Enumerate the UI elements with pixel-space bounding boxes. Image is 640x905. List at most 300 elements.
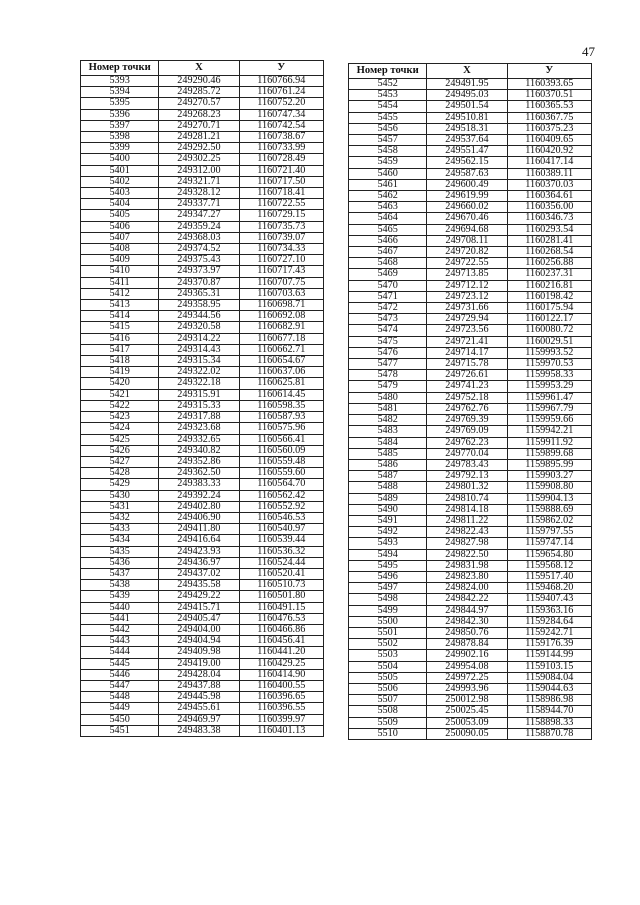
table-row: [349, 347, 592, 358]
x-coordinate-cell: 249510.81: [427, 112, 507, 123]
table-row: [349, 426, 592, 437]
y-coordinate-cell: 1159568.12: [507, 560, 591, 571]
table-row: [81, 333, 324, 344]
header-y: У: [239, 61, 323, 76]
x-coordinate-cell: 249741.23: [427, 381, 507, 392]
x-coordinate-cell: 249518.31: [427, 123, 507, 134]
x-coordinate-cell: 249801.32: [427, 482, 507, 493]
point-number-cell: 5424: [81, 423, 159, 434]
table-header-row: [349, 64, 592, 79]
y-coordinate-cell: 1160396.55: [239, 703, 323, 714]
y-coordinate-cell: 1160237.31: [507, 269, 591, 280]
x-coordinate-cell: 249416.64: [159, 535, 239, 546]
table-row: [349, 482, 592, 493]
y-coordinate-cell: 1159953.29: [507, 381, 591, 392]
point-number-cell: 5416: [81, 333, 159, 344]
x-coordinate-cell: 249811.22: [427, 515, 507, 526]
point-number-cell: 5413: [81, 300, 159, 311]
x-coordinate-cell: 249370.87: [159, 277, 239, 288]
y-coordinate-cell: 1160501.80: [239, 591, 323, 602]
table-row: [81, 255, 324, 266]
point-number-cell: 5479: [349, 381, 427, 392]
table-row: [81, 703, 324, 714]
table-row: [81, 288, 324, 299]
y-coordinate-cell: 1160562.42: [239, 490, 323, 501]
table-row: [349, 650, 592, 661]
x-coordinate-cell: 249315.34: [159, 356, 239, 367]
x-coordinate-cell: 249483.38: [159, 725, 239, 736]
y-coordinate-cell: 1160029.51: [507, 336, 591, 347]
y-coordinate-cell: 1160738.67: [239, 132, 323, 143]
y-coordinate-cell: 1159284.64: [507, 616, 591, 627]
table-row: [81, 232, 324, 243]
point-number-cell: 5393: [81, 76, 159, 87]
table-row: [81, 176, 324, 187]
table-row: [349, 683, 592, 694]
y-coordinate-cell: 1160365.53: [507, 101, 591, 112]
y-coordinate-cell: 1159899.68: [507, 448, 591, 459]
table-row: [349, 527, 592, 538]
y-coordinate-cell: 1159797.55: [507, 527, 591, 538]
table-row: [81, 468, 324, 479]
point-number-cell: 5396: [81, 109, 159, 120]
y-coordinate-cell: 1160677.18: [239, 333, 323, 344]
point-number-cell: 5503: [349, 650, 427, 661]
y-coordinate-cell: 1160520.41: [239, 568, 323, 579]
y-coordinate-cell: 1160414.90: [239, 669, 323, 680]
x-coordinate-cell: 249347.27: [159, 210, 239, 221]
y-coordinate-cell: 1158986.98: [507, 695, 591, 706]
y-coordinate-cell: 1160752.20: [239, 98, 323, 109]
x-coordinate-cell: 249281.21: [159, 132, 239, 143]
point-number-cell: 5475: [349, 336, 427, 347]
y-coordinate-cell: 1159363.16: [507, 605, 591, 616]
point-number-cell: 5477: [349, 359, 427, 370]
point-number-cell: 5425: [81, 434, 159, 445]
point-number-cell: 5461: [349, 179, 427, 190]
table-row: [81, 725, 324, 736]
x-coordinate-cell: 249713.85: [427, 269, 507, 280]
point-number-cell: 5457: [349, 135, 427, 146]
point-number-cell: 5510: [349, 728, 427, 739]
y-coordinate-cell: 1160761.24: [239, 87, 323, 98]
y-coordinate-cell: 1159961.47: [507, 392, 591, 403]
table-row: [349, 571, 592, 582]
x-coordinate-cell: 249337.71: [159, 199, 239, 210]
table-body-left: [81, 76, 324, 737]
y-coordinate-cell: 1160721.40: [239, 165, 323, 176]
table-row: [81, 98, 324, 109]
table-row: [349, 123, 592, 134]
point-number-cell: 5453: [349, 90, 427, 101]
x-coordinate-cell: 249320.58: [159, 322, 239, 333]
x-coordinate-cell: 249844.97: [427, 605, 507, 616]
x-coordinate-cell: 249445.98: [159, 692, 239, 703]
y-coordinate-cell: 1159911.92: [507, 437, 591, 448]
x-coordinate-cell: 249368.03: [159, 232, 239, 243]
y-coordinate-cell: 1160625.81: [239, 378, 323, 389]
point-number-cell: 5415: [81, 322, 159, 333]
table-row: [81, 423, 324, 434]
table-row: [349, 493, 592, 504]
x-coordinate-cell: 249406.90: [159, 512, 239, 523]
y-coordinate-cell: 1160540.97: [239, 524, 323, 535]
point-number-cell: 5427: [81, 456, 159, 467]
x-coordinate-cell: 249374.52: [159, 244, 239, 255]
point-number-cell: 5436: [81, 557, 159, 568]
x-coordinate-cell: 249392.24: [159, 490, 239, 501]
point-number-cell: 5409: [81, 255, 159, 266]
table-row: [349, 695, 592, 706]
table-row: [81, 300, 324, 311]
y-coordinate-cell: 1160707.75: [239, 277, 323, 288]
y-coordinate-cell: 1159084.04: [507, 672, 591, 683]
table-row: [81, 602, 324, 613]
x-coordinate-cell: 249770.04: [427, 448, 507, 459]
x-coordinate-cell: 249352.86: [159, 456, 239, 467]
table-row: [349, 560, 592, 571]
y-coordinate-cell: 1159993.52: [507, 347, 591, 358]
point-number-cell: 5422: [81, 400, 159, 411]
x-coordinate-cell: 249720.82: [427, 247, 507, 258]
table-row: [81, 524, 324, 535]
x-coordinate-cell: 249752.18: [427, 392, 507, 403]
table-row: [81, 344, 324, 355]
y-coordinate-cell: 1159407.43: [507, 594, 591, 605]
x-coordinate-cell: 249731.66: [427, 303, 507, 314]
point-number-cell: 5476: [349, 347, 427, 358]
y-coordinate-cell: 1159895.99: [507, 459, 591, 470]
point-number-cell: 5505: [349, 672, 427, 683]
table-row: [81, 613, 324, 624]
table-row: [349, 459, 592, 470]
y-coordinate-cell: 1160564.70: [239, 479, 323, 490]
table-row: [81, 546, 324, 557]
point-number-cell: 5397: [81, 120, 159, 131]
table-row: [81, 680, 324, 691]
point-number-cell: 5504: [349, 661, 427, 672]
point-number-cell: 5489: [349, 493, 427, 504]
table-row: [81, 400, 324, 411]
table-row: [349, 627, 592, 638]
x-coordinate-cell: 249537.64: [427, 135, 507, 146]
y-coordinate-cell: 1160682.91: [239, 322, 323, 333]
point-number-cell: 5500: [349, 616, 427, 627]
table-row: [349, 191, 592, 202]
table-row: [349, 146, 592, 157]
y-coordinate-cell: 1160717.50: [239, 176, 323, 187]
x-coordinate-cell: 249814.18: [427, 504, 507, 515]
x-coordinate-cell: 249362.50: [159, 468, 239, 479]
table-row: [81, 120, 324, 131]
point-number-cell: 5454: [349, 101, 427, 112]
x-coordinate-cell: 249270.71: [159, 120, 239, 131]
y-coordinate-cell: 1159176.39: [507, 639, 591, 650]
x-coordinate-cell: 249270.57: [159, 98, 239, 109]
point-number-cell: 5435: [81, 546, 159, 557]
y-coordinate-cell: 1160575.96: [239, 423, 323, 434]
point-number-cell: 5469: [349, 269, 427, 280]
x-coordinate-cell: 249769.09: [427, 426, 507, 437]
table-row: [349, 706, 592, 717]
x-coordinate-cell: 249769.39: [427, 415, 507, 426]
x-coordinate-cell: 249842.22: [427, 594, 507, 605]
x-coordinate-cell: 249469.97: [159, 714, 239, 725]
y-coordinate-cell: 1160654.67: [239, 356, 323, 367]
x-coordinate-cell: 249312.00: [159, 165, 239, 176]
table-row: [81, 109, 324, 120]
point-number-cell: 5432: [81, 512, 159, 523]
point-number-cell: 5478: [349, 370, 427, 381]
y-coordinate-cell: 1158944.70: [507, 706, 591, 717]
x-coordinate-cell: 249824.00: [427, 583, 507, 594]
y-coordinate-cell: 1160356.00: [507, 202, 591, 213]
point-number-cell: 5485: [349, 448, 427, 459]
y-coordinate-cell: 1160364.61: [507, 191, 591, 202]
y-coordinate-cell: 1160370.51: [507, 90, 591, 101]
point-number-cell: 5402: [81, 176, 159, 187]
x-coordinate-cell: 249375.43: [159, 255, 239, 266]
point-number-cell: 5428: [81, 468, 159, 479]
table-row: [81, 445, 324, 456]
table-row: [81, 501, 324, 512]
table-row: [81, 199, 324, 210]
x-coordinate-cell: 249268.23: [159, 109, 239, 120]
point-number-cell: 5465: [349, 224, 427, 235]
table-row: [349, 202, 592, 213]
y-coordinate-cell: 1160466.86: [239, 624, 323, 635]
x-coordinate-cell: 249290.46: [159, 76, 239, 87]
y-coordinate-cell: 1160739.07: [239, 232, 323, 243]
x-coordinate-cell: 249600.49: [427, 179, 507, 190]
y-coordinate-cell: 1159144.99: [507, 650, 591, 661]
y-coordinate-cell: 1160367.75: [507, 112, 591, 123]
point-number-cell: 5412: [81, 288, 159, 299]
table-row: [349, 549, 592, 560]
header-point-number: Номер точки: [349, 64, 427, 79]
x-coordinate-cell: 249831.98: [427, 560, 507, 571]
table-row: [349, 280, 592, 291]
y-coordinate-cell: 1160559.60: [239, 468, 323, 479]
x-coordinate-cell: 249323.68: [159, 423, 239, 434]
point-number-cell: 5407: [81, 232, 159, 243]
x-coordinate-cell: 249723.12: [427, 291, 507, 302]
point-number-cell: 5499: [349, 605, 427, 616]
table-row: [81, 277, 324, 288]
y-coordinate-cell: 1160476.53: [239, 613, 323, 624]
y-coordinate-cell: 1160175.94: [507, 303, 591, 314]
table-row: [349, 504, 592, 515]
point-number-cell: 5460: [349, 168, 427, 179]
x-coordinate-cell: 249455.61: [159, 703, 239, 714]
y-coordinate-cell: 1160742.54: [239, 120, 323, 131]
point-number-cell: 5493: [349, 538, 427, 549]
x-coordinate-cell: 249495.03: [427, 90, 507, 101]
x-coordinate-cell: 249437.02: [159, 568, 239, 579]
y-coordinate-cell: 1160692.08: [239, 311, 323, 322]
point-number-cell: 5488: [349, 482, 427, 493]
x-coordinate-cell: 249322.18: [159, 378, 239, 389]
point-number-cell: 5411: [81, 277, 159, 288]
x-coordinate-cell: 249721.41: [427, 336, 507, 347]
y-coordinate-cell: 1160662.71: [239, 344, 323, 355]
y-coordinate-cell: 1160559.48: [239, 456, 323, 467]
table-row: [349, 247, 592, 258]
y-coordinate-cell: 1160401.13: [239, 725, 323, 736]
y-coordinate-cell: 1160637.06: [239, 367, 323, 378]
y-coordinate-cell: 1159242.71: [507, 627, 591, 638]
point-number-cell: 5466: [349, 235, 427, 246]
point-number-cell: 5491: [349, 515, 427, 526]
y-coordinate-cell: 1160198.42: [507, 291, 591, 302]
point-number-cell: 5426: [81, 445, 159, 456]
y-coordinate-cell: 1160766.94: [239, 76, 323, 87]
point-number-cell: 5417: [81, 344, 159, 355]
table-row: [81, 568, 324, 579]
table-row: [81, 412, 324, 423]
y-coordinate-cell: 1160598.35: [239, 400, 323, 411]
y-coordinate-cell: 1160429.25: [239, 658, 323, 669]
table-row: [81, 490, 324, 501]
x-coordinate-cell: 249587.63: [427, 168, 507, 179]
x-coordinate-cell: 249344.56: [159, 311, 239, 322]
table-row: [349, 112, 592, 123]
point-number-cell: 5443: [81, 636, 159, 647]
point-number-cell: 5408: [81, 244, 159, 255]
y-coordinate-cell: 1160268.54: [507, 247, 591, 258]
x-coordinate-cell: 249501.54: [427, 101, 507, 112]
x-coordinate-cell: 249551.47: [427, 146, 507, 157]
table-row: [81, 580, 324, 591]
x-coordinate-cell: 249314.43: [159, 344, 239, 355]
point-number-cell: 5490: [349, 504, 427, 515]
y-coordinate-cell: 1158870.78: [507, 728, 591, 739]
x-coordinate-cell: 249827.98: [427, 538, 507, 549]
y-coordinate-cell: 1160122.17: [507, 314, 591, 325]
table-row: [81, 378, 324, 389]
x-coordinate-cell: 249435.58: [159, 580, 239, 591]
x-coordinate-cell: 249850.76: [427, 627, 507, 638]
x-coordinate-cell: 249411.80: [159, 524, 239, 535]
header-x: X: [159, 61, 239, 76]
y-coordinate-cell: 1159958.33: [507, 370, 591, 381]
x-coordinate-cell: 249722.55: [427, 258, 507, 269]
x-coordinate-cell: 249340.82: [159, 445, 239, 456]
point-number-cell: 5441: [81, 613, 159, 624]
point-number-cell: 5471: [349, 291, 427, 302]
table-row: [81, 188, 324, 199]
point-number-cell: 5401: [81, 165, 159, 176]
table-row: [349, 605, 592, 616]
point-number-cell: 5484: [349, 437, 427, 448]
table-row: [81, 210, 324, 221]
y-coordinate-cell: 1160396.65: [239, 692, 323, 703]
y-coordinate-cell: 1160080.72: [507, 325, 591, 336]
y-coordinate-cell: 1158898.33: [507, 717, 591, 728]
x-coordinate-cell: 249972.25: [427, 672, 507, 683]
point-number-cell: 5394: [81, 87, 159, 98]
y-coordinate-cell: 1160456.41: [239, 636, 323, 647]
point-number-cell: 5450: [81, 714, 159, 725]
point-number-cell: 5447: [81, 680, 159, 691]
point-number-cell: 5496: [349, 571, 427, 582]
table-row: [349, 235, 592, 246]
point-number-cell: 5414: [81, 311, 159, 322]
table-row: [349, 336, 592, 347]
y-coordinate-cell: 1159903.27: [507, 471, 591, 482]
point-number-cell: 5410: [81, 266, 159, 277]
x-coordinate-cell: 249328.12: [159, 188, 239, 199]
x-coordinate-cell: 249419.00: [159, 658, 239, 669]
point-number-cell: 5502: [349, 639, 427, 650]
y-coordinate-cell: 1160539.44: [239, 535, 323, 546]
table-row: [81, 434, 324, 445]
x-coordinate-cell: 249404.94: [159, 636, 239, 647]
point-number-cell: 5430: [81, 490, 159, 501]
x-coordinate-cell: 250090.05: [427, 728, 507, 739]
y-coordinate-cell: 1160510.73: [239, 580, 323, 591]
y-coordinate-cell: 1160524.44: [239, 557, 323, 568]
point-number-cell: 5495: [349, 560, 427, 571]
x-coordinate-cell: 249409.98: [159, 647, 239, 658]
y-coordinate-cell: 1160698.71: [239, 300, 323, 311]
x-coordinate-cell: 249317.88: [159, 412, 239, 423]
point-number-cell: 5464: [349, 213, 427, 224]
point-number-cell: 5405: [81, 210, 159, 221]
point-number-cell: 5423: [81, 412, 159, 423]
point-number-cell: 5429: [81, 479, 159, 490]
table-row: [349, 538, 592, 549]
point-number-cell: 5456: [349, 123, 427, 134]
x-coordinate-cell: 249404.00: [159, 624, 239, 635]
y-coordinate-cell: 1160718.41: [239, 188, 323, 199]
x-coordinate-cell: 249823.80: [427, 571, 507, 582]
point-number-cell: 5497: [349, 583, 427, 594]
y-coordinate-cell: 1160560.09: [239, 445, 323, 456]
header-y: У: [507, 64, 591, 79]
table-row: [81, 266, 324, 277]
y-coordinate-cell: 1160417.14: [507, 157, 591, 168]
x-coordinate-cell: 250025.45: [427, 706, 507, 717]
x-coordinate-cell: 249619.99: [427, 191, 507, 202]
point-number-cell: 5480: [349, 392, 427, 403]
point-number-cell: 5492: [349, 527, 427, 538]
table-row: [81, 367, 324, 378]
x-coordinate-cell: 249429.22: [159, 591, 239, 602]
x-coordinate-cell: 249383.33: [159, 479, 239, 490]
y-coordinate-cell: 1159959.66: [507, 415, 591, 426]
x-coordinate-cell: 249315.91: [159, 389, 239, 400]
x-coordinate-cell: 249729.94: [427, 314, 507, 325]
point-number-cell: 5438: [81, 580, 159, 591]
y-coordinate-cell: 1159517.40: [507, 571, 591, 582]
table-row: [349, 661, 592, 672]
table-row: [349, 135, 592, 146]
table-row: [349, 258, 592, 269]
y-coordinate-cell: 1160546.53: [239, 512, 323, 523]
point-number-cell: 5419: [81, 367, 159, 378]
table-row: [349, 448, 592, 459]
point-number-cell: 5474: [349, 325, 427, 336]
table-row: [349, 90, 592, 101]
table-row: [81, 692, 324, 703]
x-coordinate-cell: 249714.17: [427, 347, 507, 358]
table-row: [81, 512, 324, 523]
table-header-row: [81, 61, 324, 76]
point-number-cell: 5420: [81, 378, 159, 389]
y-coordinate-cell: 1160566.41: [239, 434, 323, 445]
table-row: [81, 143, 324, 154]
